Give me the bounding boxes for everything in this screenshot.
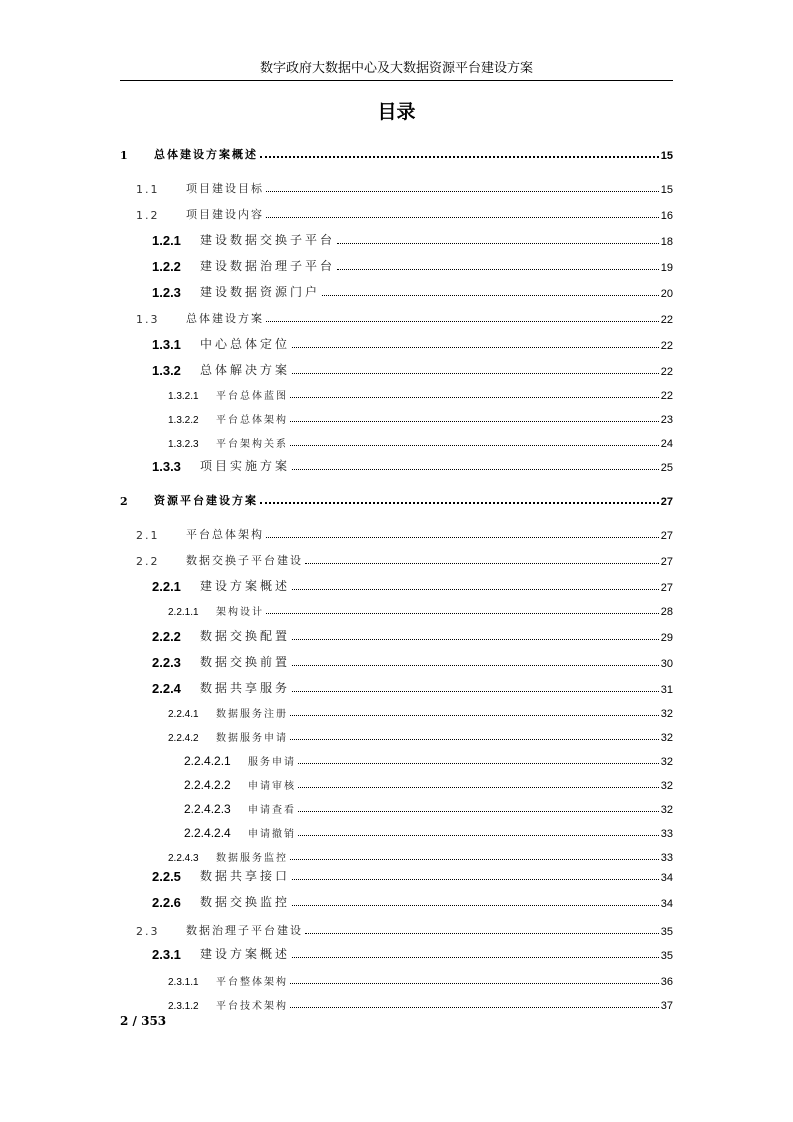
toc-entry-title: 平台技术架构 bbox=[216, 1001, 288, 1012]
toc-entry-title: 数据服务注册 bbox=[216, 709, 288, 720]
toc-entry-page: 32 bbox=[660, 756, 673, 768]
toc-entry-title: 平台总体蓝图 bbox=[216, 391, 288, 402]
toc-entry-title: 建设数据资源门户 bbox=[200, 285, 321, 299]
toc-entry[interactable] bbox=[120, 334, 673, 352]
toc-entry[interactable] bbox=[120, 726, 673, 744]
toc-dot-leader bbox=[290, 445, 659, 446]
toc-entry-title: 架构设计 bbox=[216, 607, 264, 618]
toc-entry-number: 2.3.1.2 bbox=[168, 1001, 199, 1012]
toc-entry-page: 24 bbox=[660, 438, 673, 450]
toc-dot-leader bbox=[290, 739, 659, 740]
toc-entry-page: 22 bbox=[660, 366, 673, 378]
toc-entry-page: 25 bbox=[660, 462, 673, 474]
toc-entry-page: 28 bbox=[660, 606, 673, 618]
toc-entry-page: 31 bbox=[660, 684, 673, 696]
toc-entry-title: 总体建设方案 bbox=[186, 312, 264, 325]
toc-entry[interactable] bbox=[120, 750, 673, 768]
toc-entry-number: 2.2.4.2.2 bbox=[184, 778, 231, 792]
toc-entry[interactable] bbox=[120, 282, 673, 300]
toc-entry-title: 数据交换监控 bbox=[200, 895, 291, 909]
toc-entry-title: 平台总体架构 bbox=[216, 415, 288, 426]
toc-dot-leader bbox=[337, 243, 659, 244]
toc-entry-page: 30 bbox=[660, 658, 673, 670]
toc-entry-number: 2.3 bbox=[136, 925, 160, 938]
toc-entry-page: 34 bbox=[660, 898, 673, 910]
toc-entry-page: 33 bbox=[660, 828, 673, 840]
toc-entry-title: 资源平台建设方案 bbox=[154, 494, 258, 507]
toc-entry-number: 2.2.2 bbox=[152, 629, 181, 644]
toc-entry[interactable] bbox=[120, 798, 673, 816]
toc-entry-number: 2.2.4.2 bbox=[168, 733, 199, 744]
toc-entry[interactable] bbox=[120, 360, 673, 378]
toc-entry[interactable] bbox=[120, 256, 673, 274]
toc-dot-leader bbox=[305, 933, 659, 934]
toc-entry-number: 2.3.1.1 bbox=[168, 977, 199, 988]
page-number: 2 / 353 bbox=[120, 1014, 167, 1028]
toc-entry-page: 22 bbox=[660, 314, 673, 326]
toc-entry[interactable] bbox=[120, 866, 673, 884]
toc-dot-leader bbox=[292, 691, 659, 692]
toc-entry[interactable] bbox=[120, 178, 673, 196]
toc-entry[interactable] bbox=[120, 490, 673, 508]
toc-dot-leader bbox=[266, 217, 659, 218]
toc-entry-number: 2.2.4.2.4 bbox=[184, 826, 231, 840]
toc-entry-page: 37 bbox=[660, 1000, 673, 1012]
toc-dot-leader bbox=[266, 191, 659, 192]
toc-entry-title: 建设数据交换子平台 bbox=[200, 233, 336, 247]
toc-entry[interactable] bbox=[120, 944, 673, 962]
toc-entry-title: 平台整体架构 bbox=[216, 977, 288, 988]
toc-dot-leader bbox=[292, 665, 659, 666]
toc-entry-title: 建设方案概述 bbox=[200, 579, 291, 593]
toc-entry-number: 1.2.3 bbox=[152, 285, 181, 300]
toc-entry[interactable] bbox=[120, 920, 673, 938]
toc-entry[interactable] bbox=[120, 846, 673, 864]
toc-entry-page: 32 bbox=[660, 780, 673, 792]
toc-entry-title: 数据共享服务 bbox=[200, 681, 291, 695]
toc-entry-page: 15 bbox=[660, 150, 673, 162]
toc-entry-title: 建设数据治理子平台 bbox=[200, 259, 336, 273]
toc-dot-leader bbox=[266, 613, 659, 614]
toc-dot-leader bbox=[337, 269, 659, 270]
toc-entry[interactable] bbox=[120, 230, 673, 248]
toc-entry-title: 数据共享接口 bbox=[200, 869, 291, 883]
toc-entry[interactable] bbox=[120, 204, 673, 222]
toc-entry[interactable] bbox=[120, 702, 673, 720]
toc-entry-number: 2.2 bbox=[136, 555, 160, 568]
toc-entry-title: 数据服务申请 bbox=[216, 733, 288, 744]
toc-dot-leader bbox=[260, 156, 659, 158]
toc-entry-number: 1.3.2.3 bbox=[168, 439, 199, 450]
toc-entry-number: 1.3.2.1 bbox=[168, 391, 199, 402]
toc-dot-leader bbox=[292, 957, 659, 958]
toc-entry[interactable] bbox=[120, 774, 673, 792]
toc-dot-leader bbox=[298, 787, 659, 788]
toc-entry-title: 总体解决方案 bbox=[200, 363, 291, 377]
toc-dot-leader bbox=[292, 639, 659, 640]
toc-dot-leader bbox=[260, 502, 659, 504]
toc-dot-leader bbox=[298, 811, 659, 812]
toc-dot-leader bbox=[290, 859, 659, 860]
toc-entry-page: 27 bbox=[660, 556, 673, 568]
toc-entry[interactable] bbox=[120, 408, 673, 426]
toc-entry-number: 1.2 bbox=[136, 209, 160, 222]
toc-entry-number: 2.2.1.1 bbox=[168, 607, 199, 618]
toc-entry-title: 项目建设目标 bbox=[186, 182, 264, 195]
toc-dot-leader bbox=[290, 983, 659, 984]
toc-entry[interactable] bbox=[120, 626, 673, 644]
page-title: 目录 bbox=[377, 101, 416, 123]
toc-dot-leader bbox=[290, 715, 659, 716]
toc-entry-title: 申请审核 bbox=[248, 781, 296, 792]
toc-entry-title: 数据交换前置 bbox=[200, 655, 291, 669]
toc-entry-page: 32 bbox=[660, 732, 673, 744]
toc-entry-page: 27 bbox=[660, 530, 673, 542]
toc-entry-page: 22 bbox=[660, 390, 673, 402]
toc-entry-number: 1.3.2.2 bbox=[168, 415, 199, 426]
toc-dot-leader bbox=[292, 469, 659, 470]
toc-entry-title: 数据交换配置 bbox=[200, 629, 291, 643]
toc-dot-leader bbox=[298, 763, 659, 764]
toc-entry-page: 35 bbox=[660, 926, 673, 938]
toc-entry-number: 1.3.1 bbox=[152, 337, 181, 352]
toc-entry-title: 项目建设内容 bbox=[186, 208, 264, 221]
toc-entry-page: 23 bbox=[660, 414, 673, 426]
toc-entry-page: 18 bbox=[660, 236, 673, 248]
toc-entry[interactable] bbox=[120, 308, 673, 326]
toc-dot-leader bbox=[305, 563, 659, 564]
toc-entry-number: 1 bbox=[120, 149, 128, 162]
toc-entry-number: 2.2.4.2.1 bbox=[184, 754, 231, 768]
toc-entry-page: 34 bbox=[660, 872, 673, 884]
toc-entry[interactable] bbox=[120, 822, 673, 840]
page-header-title: 数字政府大数据中心及大数据资源平台建设方案 bbox=[259, 61, 533, 76]
toc-dot-leader bbox=[322, 295, 659, 296]
toc-entry-page: 27 bbox=[660, 582, 673, 594]
toc-entry[interactable] bbox=[120, 600, 673, 618]
toc-entry-title: 服务申请 bbox=[248, 757, 296, 768]
toc-entry-number: 2.2.4.3 bbox=[168, 853, 199, 864]
header-rule bbox=[120, 80, 673, 81]
toc-dot-leader bbox=[298, 835, 659, 836]
toc-entry[interactable] bbox=[120, 432, 673, 450]
toc-entry-page: 16 bbox=[660, 210, 673, 222]
toc-entry-title: 建设方案概述 bbox=[200, 947, 291, 961]
toc-entry-number: 2.2.5 bbox=[152, 869, 181, 884]
toc-entry[interactable] bbox=[120, 576, 673, 594]
toc-entry-page: 27 bbox=[660, 496, 673, 508]
toc-dot-leader bbox=[266, 537, 659, 538]
toc-dot-leader bbox=[292, 589, 659, 590]
toc-entry-number: 2.2.6 bbox=[152, 895, 181, 910]
toc-entry-number: 2.1 bbox=[136, 529, 160, 542]
toc-entry-title: 平台架构关系 bbox=[216, 439, 288, 450]
toc-entry-title: 中心总体定位 bbox=[200, 337, 291, 351]
toc-entry-page: 19 bbox=[660, 262, 673, 274]
toc-entry-number: 1.1 bbox=[136, 183, 160, 196]
toc-entry[interactable] bbox=[120, 524, 673, 542]
toc-entry-number: 1.3 bbox=[136, 313, 160, 326]
toc-entry-number: 1.3.2 bbox=[152, 363, 181, 378]
toc-entry-page: 32 bbox=[660, 708, 673, 720]
toc-dot-leader bbox=[292, 905, 659, 906]
toc-dot-leader bbox=[292, 373, 659, 374]
toc-entry-page: 35 bbox=[660, 950, 673, 962]
toc-entry-title: 申请撤销 bbox=[248, 829, 296, 840]
toc-entry[interactable] bbox=[120, 456, 673, 474]
toc-dot-leader bbox=[290, 421, 659, 422]
toc-entry-number: 2.2.1 bbox=[152, 579, 181, 594]
toc-dot-leader bbox=[290, 1007, 659, 1008]
toc-entry-page: 36 bbox=[660, 976, 673, 988]
toc-entry-number: 2.2.3 bbox=[152, 655, 181, 670]
toc-entry[interactable] bbox=[120, 550, 673, 568]
toc-entry-number: 2.2.4.1 bbox=[168, 709, 199, 720]
toc-dot-leader bbox=[266, 321, 659, 322]
toc-entry-page: 22 bbox=[660, 340, 673, 352]
toc-entry[interactable] bbox=[120, 384, 673, 402]
toc-dot-leader bbox=[290, 397, 659, 398]
toc-dot-leader bbox=[292, 879, 659, 880]
toc-entry-number: 2 bbox=[120, 495, 128, 508]
toc-entry[interactable] bbox=[120, 144, 673, 162]
toc-entry[interactable] bbox=[120, 652, 673, 670]
toc-entry-number: 1.2.2 bbox=[152, 259, 181, 274]
toc-entry-number: 1.2.1 bbox=[152, 233, 181, 248]
toc-entry-title: 数据交换子平台建设 bbox=[186, 554, 303, 567]
toc-entry-title: 数据服务监控 bbox=[216, 853, 288, 864]
toc-dot-leader bbox=[292, 347, 659, 348]
toc-entry-page: 29 bbox=[660, 632, 673, 644]
toc-entry-title: 总体建设方案概述 bbox=[154, 148, 258, 161]
toc-entry[interactable] bbox=[120, 678, 673, 696]
toc-entry-page: 33 bbox=[660, 852, 673, 864]
toc-entry-title: 数据治理子平台建设 bbox=[186, 924, 303, 937]
toc-entry[interactable] bbox=[120, 892, 673, 910]
toc-entry-number: 2.2.4.2.3 bbox=[184, 802, 231, 816]
toc-entry-title: 申请查看 bbox=[248, 805, 296, 816]
toc-entry-number: 1.3.3 bbox=[152, 459, 181, 474]
toc-entry-page: 15 bbox=[660, 184, 673, 196]
toc-entry[interactable] bbox=[120, 970, 673, 988]
toc-entry-title: 项目实施方案 bbox=[200, 459, 291, 473]
toc-entry-number: 2.2.4 bbox=[152, 681, 181, 696]
toc-entry-number: 2.3.1 bbox=[152, 947, 181, 962]
toc-entry-page: 32 bbox=[660, 804, 673, 816]
toc-entry-title: 平台总体架构 bbox=[186, 528, 264, 541]
toc-entry-page: 20 bbox=[660, 288, 673, 300]
toc-entry[interactable] bbox=[120, 994, 673, 1012]
